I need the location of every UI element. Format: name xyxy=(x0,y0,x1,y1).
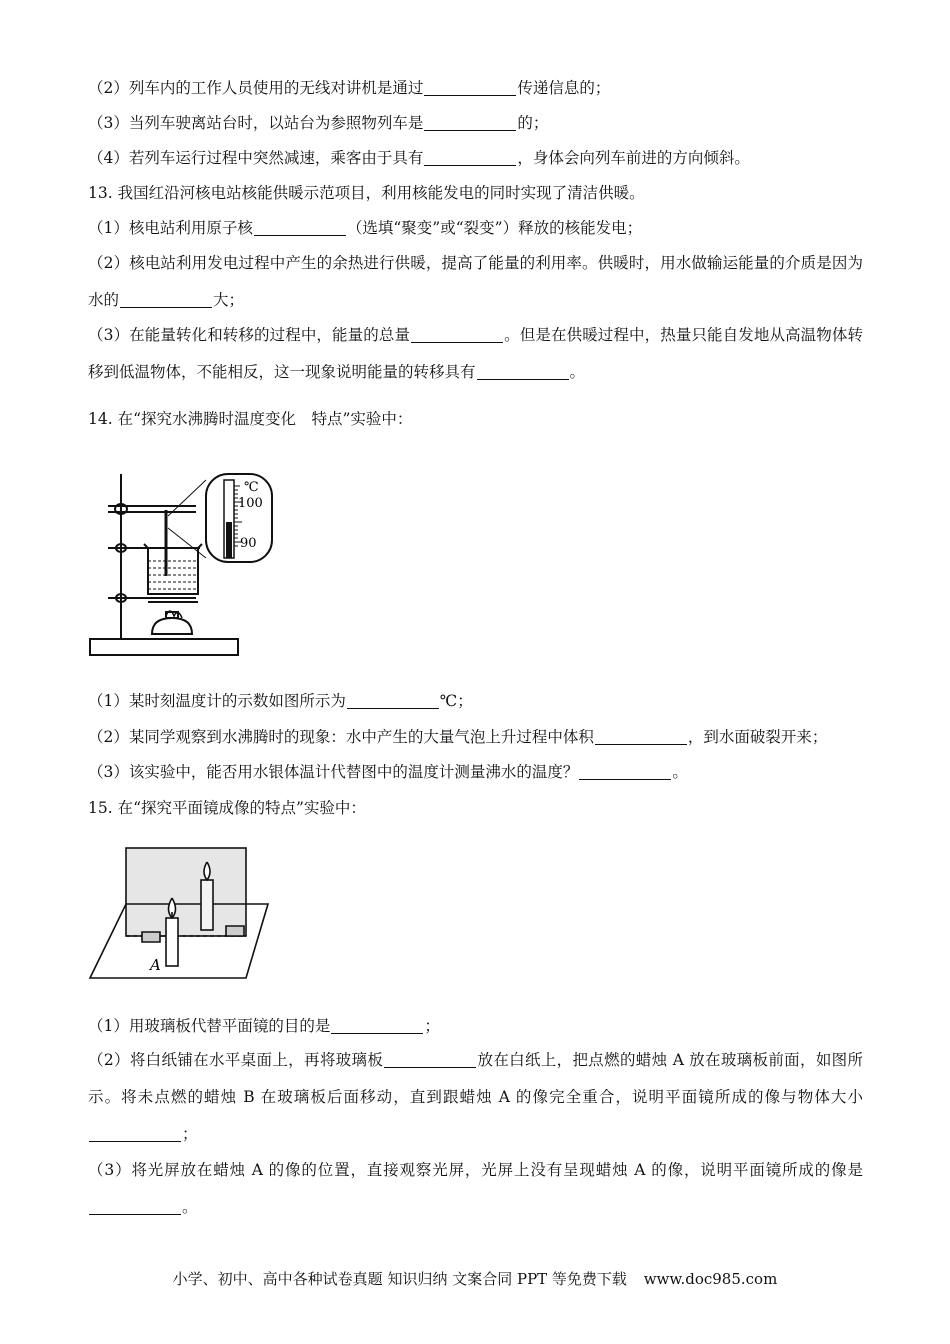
q14-stem: 14. 在“探究水沸腾时温度变化 特点”实验中： xyxy=(88,410,413,428)
q15-part1-tail: ； xyxy=(424,1017,440,1035)
q15-part3 xyxy=(88,1152,863,1226)
q12-part4-tail: ，身体会向列车前进的方向倾斜。 xyxy=(517,149,750,167)
q13-part2-text: （2）核电站利用发电过程中产生的余热进行供暖，提高了能量的利用率。供暖时，用水做输运能量的介质是因为水的 xyxy=(88,254,863,309)
q15-stem: 15. 在“探究平面镜成像的特点”实验中： xyxy=(88,799,366,817)
q12-part3-text: （3）当列车驶离站台时，以站台为参照物列车是 xyxy=(88,114,424,132)
q14-part3-tail: 。 xyxy=(672,763,688,781)
q13-part2 xyxy=(88,245,863,319)
footer-link[interactable]: www.doc985.com xyxy=(643,1270,778,1288)
answer-blank[interactable] xyxy=(384,1051,476,1068)
q15-part2-tail: ； xyxy=(182,1125,198,1143)
q15-part2 xyxy=(88,1042,863,1153)
candle-b xyxy=(201,880,213,930)
plane-mirror-figure xyxy=(86,840,276,990)
answer-blank[interactable] xyxy=(595,728,687,745)
beaker xyxy=(144,544,202,594)
q15-part3-text: （3）将光屏放在蜡烛 A 的像的位置，直接观察光屏，光屏上没有呈现蜡烛 A 的像，说明平面镜所成的像是 xyxy=(88,1161,863,1179)
q13-stem: 13. 我国红沿河核电站核能供暖示范项目，利用核能发电的同时实现了清洁供暖。 xyxy=(88,184,645,202)
answer-blank[interactable] xyxy=(120,291,212,308)
q13-part1 xyxy=(88,216,868,240)
answer-blank[interactable] xyxy=(477,363,569,380)
q12-part4 xyxy=(88,146,868,170)
q15-part3-tail: 。 xyxy=(182,1198,198,1216)
q15-part2-text: （2）将白纸铺在水平桌面上，再将玻璃板 xyxy=(88,1051,384,1069)
q12-part3-tail: 的； xyxy=(517,114,549,132)
q14-part3-text: （3）该实验中，能否用水银体温计代替图中的温度计测量沸水的温度？ xyxy=(88,763,579,781)
q14-part2 xyxy=(88,725,868,749)
q14-part1-text: （1）某时刻温度计的示数如图所示为 xyxy=(88,692,346,710)
q14-part2-text: （2）某同学观察到水沸腾时的现象：水中产生的大量气泡上升过程中体积 xyxy=(88,728,594,746)
glass-plate xyxy=(126,848,246,936)
scale-label-low: 90 xyxy=(240,536,257,551)
scale-label-high: 100 xyxy=(238,496,263,511)
q12-part4-text: （4）若列车运行过程中突然减速，乘客由于具有 xyxy=(88,149,424,167)
q13-part3-text: （3）在能量转化和转移的过程中，能量的总量 xyxy=(88,326,411,344)
footer-text: 小学、初中、高中各种试卷真题 知识归纳 文案合同 PPT 等免费下载 xyxy=(172,1270,627,1288)
q14-part1 xyxy=(88,689,868,713)
mercury-column xyxy=(226,522,232,558)
alcohol-lamp xyxy=(152,618,192,634)
q14-part3 xyxy=(88,760,868,784)
q14-part2-tail: ，到水面破裂开来； xyxy=(687,728,828,746)
page-footer xyxy=(0,1268,950,1289)
answer-blank[interactable] xyxy=(347,692,439,709)
candle-a xyxy=(166,918,178,966)
answer-blank[interactable] xyxy=(89,1198,181,1215)
unit-label: ℃ xyxy=(244,480,259,495)
q12-part2-tail: 传递信息的； xyxy=(517,79,611,97)
q13-part1-tail: （选填“聚变”或“裂变”）释放的核能发电； xyxy=(346,219,643,237)
q12-part3 xyxy=(88,111,868,135)
q14-part1-tail: ℃； xyxy=(439,692,473,710)
answer-blank[interactable] xyxy=(579,763,671,780)
stand-base xyxy=(90,639,238,655)
answer-blank[interactable] xyxy=(411,326,503,343)
answer-blank[interactable] xyxy=(254,219,346,236)
q15-part1-text: （1）用玻璃板代替平面镜的目的是 xyxy=(88,1017,331,1035)
q13-part1-text: （1）核电站利用原子核 xyxy=(88,219,253,237)
q13-part2-tail: 大； xyxy=(213,291,245,309)
q13-part3-middle: 。但是在供暖过程中，热量只能自发地从高温物体转移到低温物体，不能相反，这一现象说明能量的转移具有 xyxy=(88,326,863,381)
answer-blank[interactable] xyxy=(424,114,516,131)
answer-blank[interactable] xyxy=(331,1017,423,1034)
q15-part2-middle: 放在白纸上，把点燃的蜡烛 A 放在玻璃板前面，如图所示。将未点燃的蜡烛 B 在玻璃板后面移动，直到跟蜡烛 A 的像完全重合，说明平面镜所成的像与物体大小 xyxy=(88,1051,863,1106)
q12-part2-text: （2）列车内的工作人员使用的无线对讲机是通过 xyxy=(88,79,424,97)
q12-part2 xyxy=(88,76,868,100)
answer-blank[interactable] xyxy=(89,1125,181,1142)
answer-blank[interactable] xyxy=(424,79,516,96)
q13-part3 xyxy=(88,317,863,391)
candle-a-label: A xyxy=(150,956,161,974)
boiling-apparatus-figure xyxy=(86,466,296,666)
thermometer-zoom xyxy=(206,474,272,562)
q15-part1 xyxy=(88,1014,868,1038)
q13-part3-tail: 。 xyxy=(569,363,586,381)
answer-blank[interactable] xyxy=(424,149,516,166)
